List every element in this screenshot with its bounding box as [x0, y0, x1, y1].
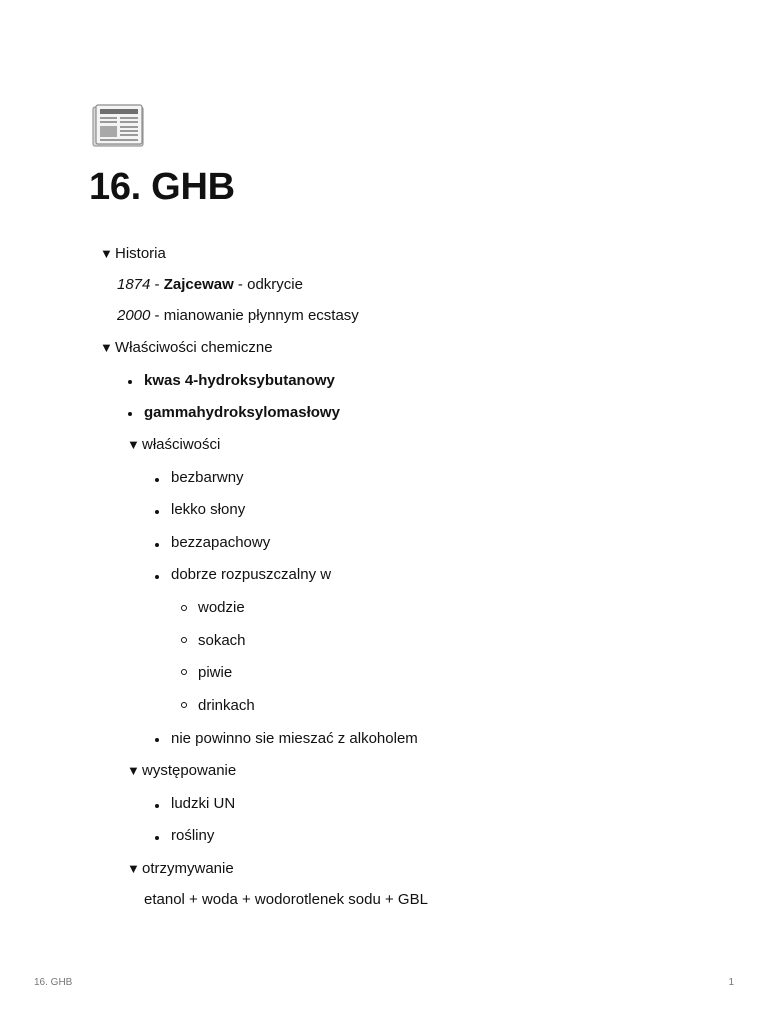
list-item: rośliny — [171, 827, 215, 844]
list-item: ludzki UN — [171, 795, 236, 812]
toggle-production[interactable] — [127, 860, 234, 878]
list-item: wodzie — [198, 599, 245, 616]
toggle-label: otrzymywanie — [142, 860, 234, 877]
list-item: kwas 4-hydroksybutanowy — [144, 372, 335, 389]
bullet-icon — [155, 543, 159, 547]
toggle-occurrence[interactable] — [127, 762, 236, 780]
bullet-icon — [155, 836, 159, 840]
history-text: - mianowanie płynnym ecstasy — [150, 307, 359, 324]
list-item: sokach — [198, 632, 246, 649]
toggle-label: Historia — [115, 245, 166, 262]
circle-bullet-icon — [181, 702, 187, 708]
history-entry — [117, 307, 359, 325]
toggle-chemical-properties[interactable] — [100, 339, 273, 357]
list-item: nie powinno sie mieszać z alkoholem — [171, 730, 418, 747]
toggle-label: występowanie — [142, 762, 237, 779]
bullet-icon — [155, 804, 159, 808]
triangle-down-icon: ▼ — [127, 437, 140, 452]
triangle-down-icon: ▼ — [127, 861, 140, 876]
bullet-icon — [155, 738, 159, 742]
circle-bullet-icon — [181, 637, 187, 643]
list-item: piwie — [198, 664, 233, 681]
newspaper-icon — [92, 104, 146, 148]
list-item: bezbarwny — [171, 469, 244, 486]
list-item: bezzapachowy — [171, 534, 271, 551]
bullet-icon — [155, 575, 159, 579]
list-item: lekko słony — [171, 501, 246, 518]
bullet-icon — [128, 412, 132, 416]
toggle-properties[interactable] — [127, 436, 220, 454]
history-entry — [117, 276, 303, 294]
list-item: gammahydroksylomasłowy — [144, 404, 340, 421]
list-item: drinkach — [198, 697, 255, 714]
triangle-down-icon: ▼ — [127, 763, 140, 778]
circle-bullet-icon — [181, 669, 187, 675]
bullet-icon — [155, 510, 159, 514]
bullet-icon — [128, 380, 132, 384]
history-sep: - — [150, 276, 164, 293]
toggle-label: właściwości — [142, 436, 221, 453]
history-year: 1874 — [117, 276, 151, 293]
list-item: dobrze rozpuszczalny w — [171, 566, 332, 583]
bullet-icon — [155, 478, 159, 482]
page-title: 16. GHB — [89, 166, 235, 208]
footer-title: 16. GHB — [34, 977, 73, 988]
triangle-down-icon: ▼ — [100, 246, 113, 261]
circle-bullet-icon — [181, 605, 187, 611]
history-year: 2000 — [117, 307, 151, 324]
history-name: Zajcewaw — [163, 276, 234, 293]
toggle-historia[interactable] — [100, 245, 166, 263]
history-text: - odkrycie — [233, 276, 303, 293]
page-number: 1 — [728, 977, 734, 988]
triangle-down-icon: ▼ — [100, 340, 113, 355]
toggle-label: Właściwości chemiczne — [115, 339, 273, 356]
production-formula: etanol + woda + wodorotlenek sodu + GBL — [144, 891, 428, 908]
